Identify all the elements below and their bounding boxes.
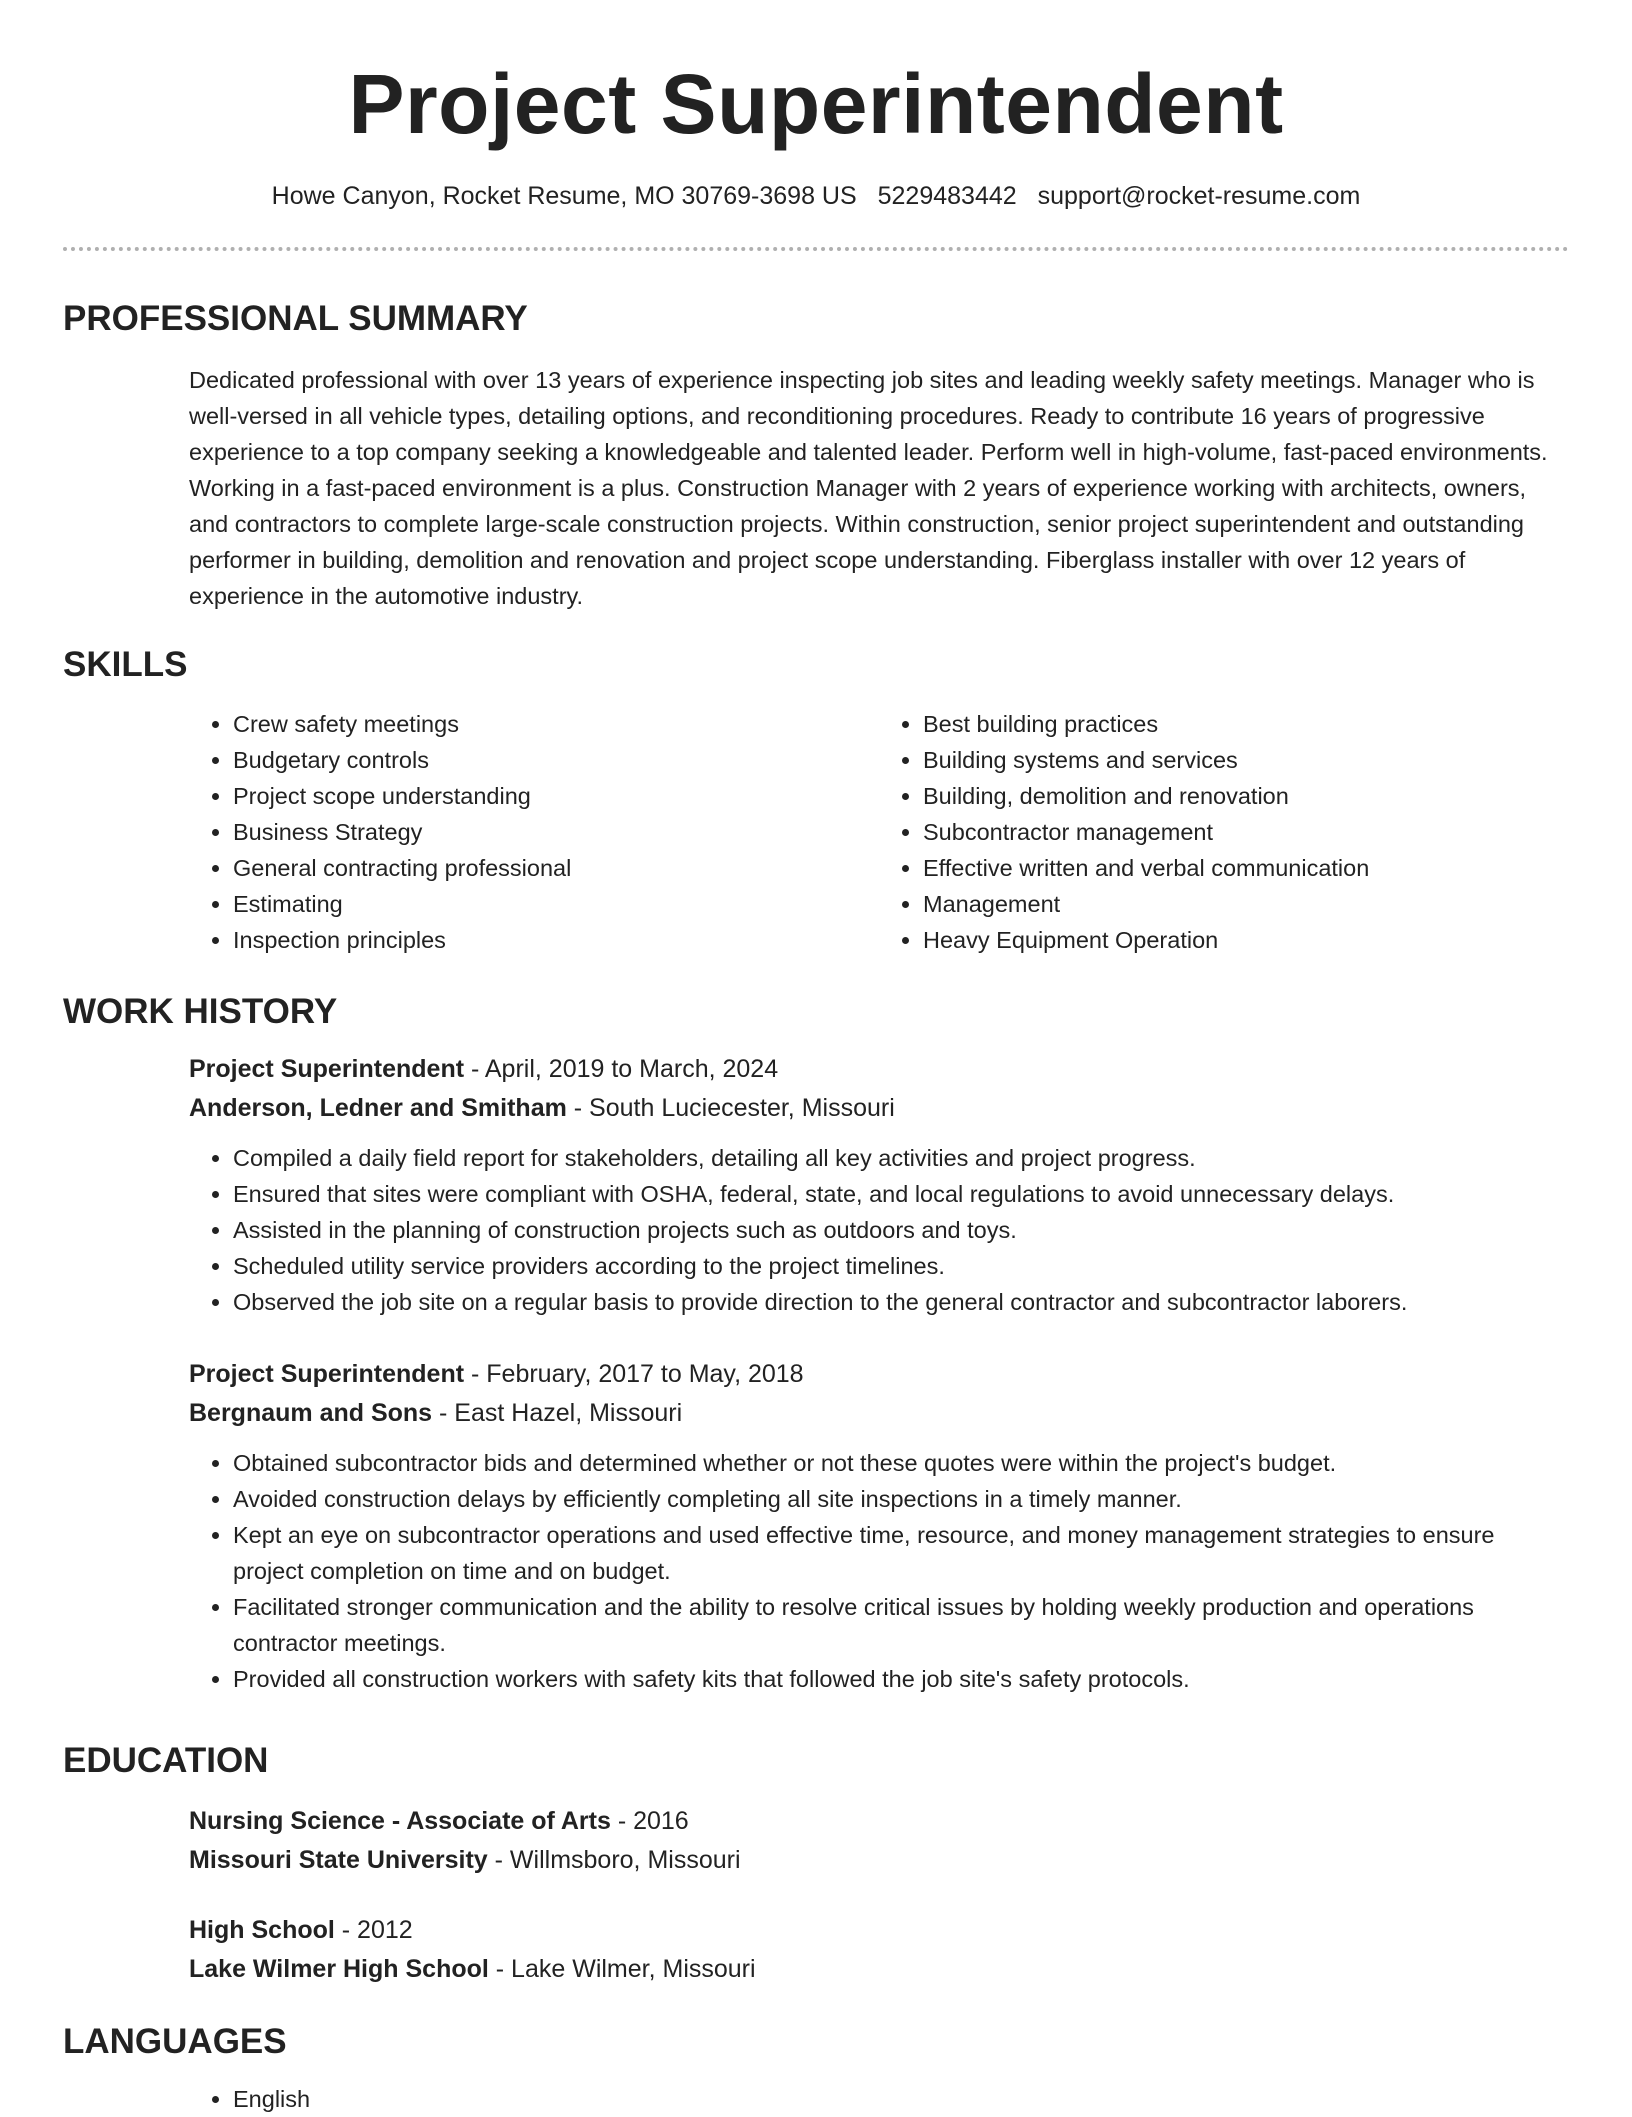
job-company: Anderson, Ledner and Smitham	[189, 1094, 567, 1122]
skill-item: • Building systems and services	[923, 742, 1569, 778]
languages-section	[63, 2021, 1569, 2117]
skills-list-left	[189, 706, 879, 958]
job-bullet: • Avoided construction delays by efficiently completing all site inspections in a timely manner.	[233, 1481, 1569, 1517]
skill-item: • Building, demolition and renovation	[923, 778, 1569, 814]
education-section	[63, 1740, 1569, 1989]
education-school: Missouri State University	[189, 1846, 488, 1874]
skill-item: • Business Strategy	[233, 814, 879, 850]
education-location: - Lake Wilmer, Missouri	[488, 1955, 756, 1983]
job-bullet: • Ensured that sites were compliant with OSHA, federal, state, and local regulations to avoid unnecessary delays.	[233, 1176, 1569, 1212]
job-title-line	[189, 1050, 1569, 1089]
education-entry	[189, 1802, 1569, 1880]
language-item: • English	[233, 2081, 1569, 2117]
education-degree: Nursing Science - Associate of Arts	[189, 1807, 611, 1835]
job-entry	[189, 1050, 1569, 1320]
contact-address: Howe Canyon, Rocket Resume, MO 30769-3698 US	[271, 182, 857, 210]
candidate-name: Project Superintendent	[348, 57, 1284, 151]
skill-item: • Management	[923, 886, 1569, 922]
skills-list-right	[879, 706, 1569, 958]
languages-heading: LANGUAGES	[63, 2022, 287, 2061]
job-bullets	[189, 1445, 1569, 1697]
skill-item: • Project scope understanding	[233, 778, 879, 814]
job-company: Bergnaum and Sons	[189, 1399, 433, 1427]
education-degree-line	[189, 1911, 1569, 1950]
job-dates: - February, 2017 to May, 2018	[464, 1360, 804, 1388]
header-divider	[63, 247, 1569, 251]
contact-phone: 5229483442	[877, 182, 1017, 210]
job-location: - South Luciecester, Missouri	[566, 1094, 895, 1122]
skill-item: • Inspection principles	[233, 922, 879, 958]
education-year: - 2016	[610, 1807, 689, 1835]
job-bullet: • Kept an eye on subcontractor operations and used effective time, resource, and money management strategies to ensure project completion on time and on budget.	[233, 1517, 1569, 1589]
summary-text: Dedicated professional with over 13 years of experience inspecting job sites and leading weekly safety meetings. Manager who is well-versed in all vehicle types, detailing options, and reconditioning procedures. Ready to contribute 16 years of progressive experience to a top company seeking a knowledgeable and talented leader. Perform well in high-volume, fast-paced environments. Working in a fast-paced environment is a plus. Construction Manager with 2 years of experience working with architects, owners, and contractors to complete large-scale construction projects. Within construction, senior project superintendent and outstanding performer in building, demolition and renovation and project scope understanding. Fiberglass installer with over 12 years of experience in the automotive industry.	[189, 367, 1548, 609]
job-bullet: • Facilitated stronger communication and the ability to resolve critical issues by holding weekly production and operations contractor meetings.	[233, 1589, 1569, 1661]
job-bullet: • Compiled a daily field report for stakeholders, detailing all key activities and project progress.	[233, 1140, 1569, 1176]
contact-info	[63, 182, 1569, 211]
skills-heading: SKILLS	[63, 645, 188, 684]
skill-item: • Estimating	[233, 886, 879, 922]
job-company-line	[189, 1089, 1569, 1128]
skill-item: • Subcontractor management	[923, 814, 1569, 850]
job-bullet: • Scheduled utility service providers according to the project timelines.	[233, 1248, 1569, 1284]
skill-item: • Effective written and verbal communication	[923, 850, 1569, 886]
job-bullet: • Assisted in the planning of construction projects such as outdoors and toys.	[233, 1212, 1569, 1248]
skill-item: • Best building practices	[923, 706, 1569, 742]
job-title-line	[189, 1355, 1569, 1394]
job-bullet: • Provided all construction workers with safety kits that followed the job site's safety protocols.	[233, 1661, 1569, 1697]
work-history-section	[63, 991, 1569, 1697]
education-school-line	[189, 1950, 1569, 1989]
education-entry	[189, 1911, 1569, 1989]
education-school: Lake Wilmer High School	[189, 1955, 489, 1983]
job-entry	[189, 1355, 1569, 1697]
skills-section	[63, 644, 1569, 958]
education-school-line	[189, 1841, 1569, 1880]
skill-item: • General contracting professional	[233, 850, 879, 886]
job-role: Project Superintendent	[189, 1055, 465, 1083]
work-history-heading: WORK HISTORY	[63, 992, 338, 1031]
summary-heading: PROFESSIONAL SUMMARY	[63, 299, 528, 338]
job-bullet: • Obtained subcontractor bids and determined whether or not these quotes were within the project's budget.	[233, 1445, 1569, 1481]
contact-email: support@rocket-resume.com	[1037, 182, 1361, 210]
skill-item: • Budgetary controls	[233, 742, 879, 778]
job-bullets	[189, 1140, 1569, 1320]
education-location: - Willmsboro, Missouri	[487, 1846, 741, 1874]
education-heading: EDUCATION	[63, 1741, 269, 1780]
job-bullet: • Observed the job site on a regular basis to provide direction to the general contractor and subcontractor laborers.	[233, 1284, 1569, 1320]
job-location: - East Hazel, Missouri	[432, 1399, 683, 1427]
skill-item: • Heavy Equipment Operation	[923, 922, 1569, 958]
summary-section	[63, 298, 1569, 614]
skill-item: • Crew safety meetings	[233, 706, 879, 742]
education-degree: High School	[189, 1916, 335, 1944]
skills-columns	[189, 706, 1569, 958]
job-company-line	[189, 1394, 1569, 1433]
education-degree-line	[189, 1802, 1569, 1841]
job-role: Project Superintendent	[189, 1360, 465, 1388]
job-dates: - April, 2019 to March, 2024	[464, 1055, 779, 1083]
education-year: - 2012	[334, 1916, 413, 1944]
